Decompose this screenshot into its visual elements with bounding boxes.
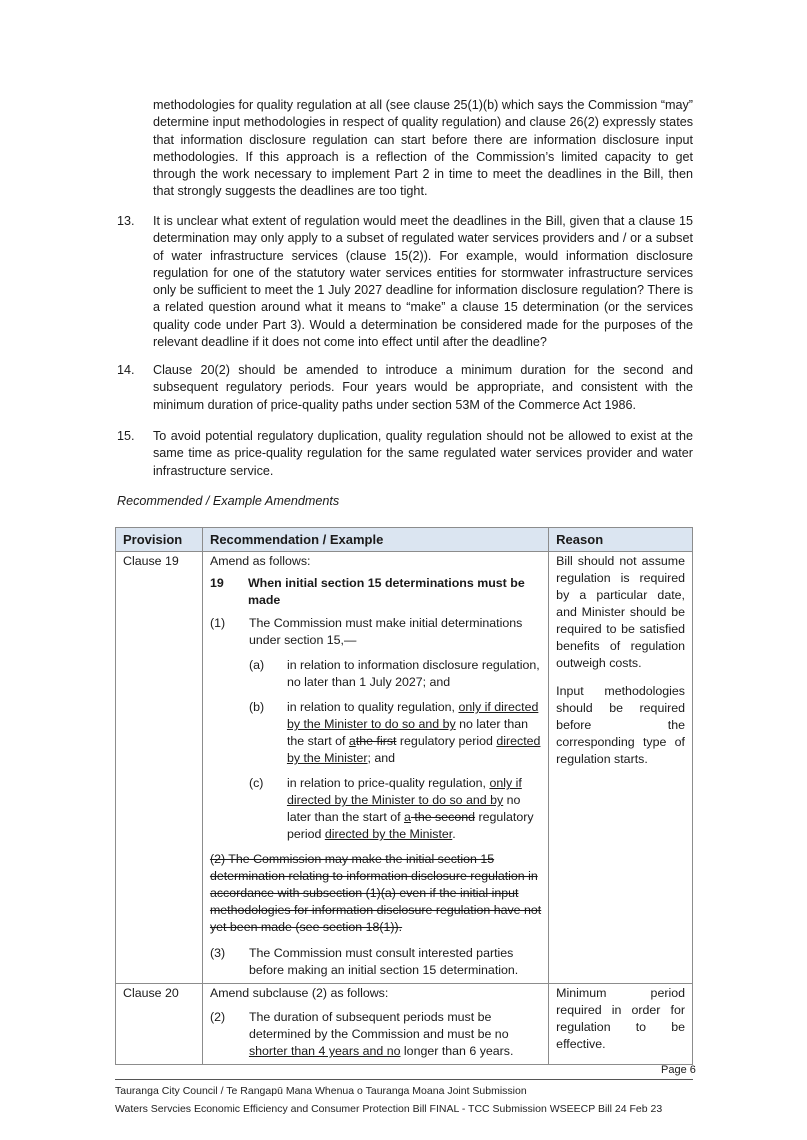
amendments-heading: Recommended / Example Amendments — [117, 494, 340, 508]
deleted-text: the second — [410, 810, 476, 824]
item-c — [249, 775, 542, 843]
section-heading — [210, 575, 542, 609]
header-recommendation: Recommendation / Example — [202, 528, 548, 552]
paragraph-13 — [117, 213, 693, 351]
paragraph-number: 14. — [117, 363, 135, 377]
subclause-1 — [210, 615, 542, 649]
item-label: (b) — [248, 700, 265, 714]
inserted-text: only if directed by the Minister to do so and by — [286, 700, 539, 731]
inserted-text: a — [348, 734, 356, 748]
paragraph-text: To avoid potential regulatory duplication, quality regulation should not be allowed to exist at the same time as price-quality regulation for the same regulated water services provider and water infrastructure service. — [153, 429, 693, 478]
recommendation-cell — [202, 984, 548, 1065]
reason-cell — [549, 984, 693, 1065]
paragraph-14 — [117, 362, 693, 414]
inserted-text: directed by the Minister — [286, 734, 541, 765]
text-run: ; and — [367, 751, 396, 765]
text-run: longer than 6 years. — [400, 1044, 514, 1058]
text-run: no later than the start of — [286, 793, 521, 824]
text-run: . — [452, 827, 456, 841]
amend-intro: Amend subclause (2) as follows: — [209, 986, 389, 1000]
item-text — [287, 699, 542, 767]
reason-cell — [549, 552, 693, 984]
footer-line-1: Tauranga City Council / Te Rangapū Mana Whenua o Tauranga Moana Joint Submission — [115, 1085, 527, 1097]
text-run: regulatory period — [286, 810, 534, 841]
subclause-text: The Commission must consult interested parties before making an initial section 15 determination. — [248, 946, 519, 977]
header-provision: Provision — [116, 528, 203, 552]
text-run: The duration of subsequent periods must be determined by the Commission and must be no — [248, 1010, 509, 1041]
subclause-number: (2) — [209, 1010, 226, 1024]
header-reason: Reason — [549, 528, 693, 552]
footer-line-2: Waters Servcies Economic Efficiency and Consumer Protection Bill FINAL - TCC Submission WSEECP Bill 24 Feb 23 — [115, 1103, 663, 1115]
text-run: in relation to price-quality regulation, — [286, 776, 490, 790]
table-row-clause-19 — [116, 552, 693, 984]
amend-intro: Amend as follows: — [209, 554, 311, 568]
item-text — [287, 775, 542, 843]
text-run: no later than the start of — [286, 717, 529, 748]
section-number: 19 — [209, 576, 224, 590]
table-header-row — [116, 528, 693, 552]
paragraph-text: It is unclear what extent of regulation would meet the deadlines in the Bill, given that a clause 15 determination may only apply to a subset of regulated water services providers and / or a subset of water infrastructure services (clause 15(2)). For example, would information disclosure regulation for one of the statutory water services entities for stormwater infrastructure services only be sufficient to meet the 1 July 2027 deadline for information disclosure regulation? There is a related question around what it means to “make” a clause 15 determination (or the services quality code under Part 3). Would a determination be considered made for the purposes of the relevant deadline if it does not come into effect until after the deadline? — [153, 214, 693, 350]
paragraph-text: Clause 20(2) should be amended to introduce a minimum duration for the second and subsequent regulatory periods. Four years would be appropriate, and consistent with the minimum duration of price-quality paths under section 53M of the Commerce Act 1986. — [153, 363, 693, 412]
paragraph-number: 13. — [117, 214, 135, 228]
section-title: When initial section 15 determinations must be made — [247, 576, 525, 607]
amendments-table — [115, 527, 693, 1065]
subclause-2 — [210, 1009, 542, 1060]
inserted-text: a — [404, 810, 411, 824]
reason-text: Input methodologies should be required before the corresponding type of regulation starts. — [556, 684, 685, 766]
inserted-text: shorter than 4 years and no — [248, 1044, 401, 1058]
item-text: in relation to information disclosure regulation, no later than 1 July 2027; and — [286, 658, 540, 689]
item-label: (a) — [248, 658, 265, 672]
subclause-number: (1) — [209, 616, 226, 630]
paragraph-15 — [117, 428, 693, 480]
intro-paragraph: methodologies for quality regulation at all (see clause 25(1)(b) which says the Commission “may” determine input methodologies in respect of quality regulation) and clause 26(2) expressly states that information disclosure regulation can start before there are information disclosure input methodologies. If this approach is a reflection of the Commission’s limited capacity to get through the work necessary to implement Part 2 in time to meet the deadlines in the Bill, then that strongly suggests the deadlines are too tight. — [153, 98, 693, 199]
item-a — [249, 657, 542, 691]
subclause-text: The Commission must make initial determinations under section 15,— — [248, 616, 523, 647]
subclause-3 — [210, 945, 542, 979]
text-run: in relation to quality regulation, — [286, 700, 459, 714]
item-label: (c) — [248, 776, 264, 790]
subclause-number: (3) — [209, 946, 226, 960]
table-row-clause-20 — [116, 984, 693, 1065]
reason-text: Minimum period required in order for regulation to be effective. — [556, 986, 685, 1051]
recommendation-cell — [202, 552, 548, 984]
provision-cell: Clause 20 — [116, 984, 203, 1065]
footer-divider — [115, 1079, 693, 1080]
reason-text: Bill should not assume regulation is required by a particular date, and Minister should be required to be satisfied benefits of regulation outweigh costs. — [556, 554, 685, 670]
deleted-subclause-2: (2) The Commission may make the initial section 15 determination relating to information disclosure regulation in accordance with subsection (1)(a) even if the initial input methodologies for information disclosure regulation have not yet been made (see section 18(1)). — [209, 852, 542, 934]
inserted-text: directed by the Minister — [324, 827, 453, 841]
paragraph-number: 15. — [117, 429, 135, 443]
page-number: Page 6 — [661, 1064, 696, 1076]
deleted-text: the first — [355, 734, 397, 748]
provision-cell: Clause 19 — [116, 552, 203, 984]
item-b — [249, 699, 542, 767]
inserted-text: only if directed by the Minister to do so and by — [286, 776, 522, 807]
text-run: regulatory period — [396, 734, 497, 748]
subclause-text — [249, 1009, 542, 1060]
